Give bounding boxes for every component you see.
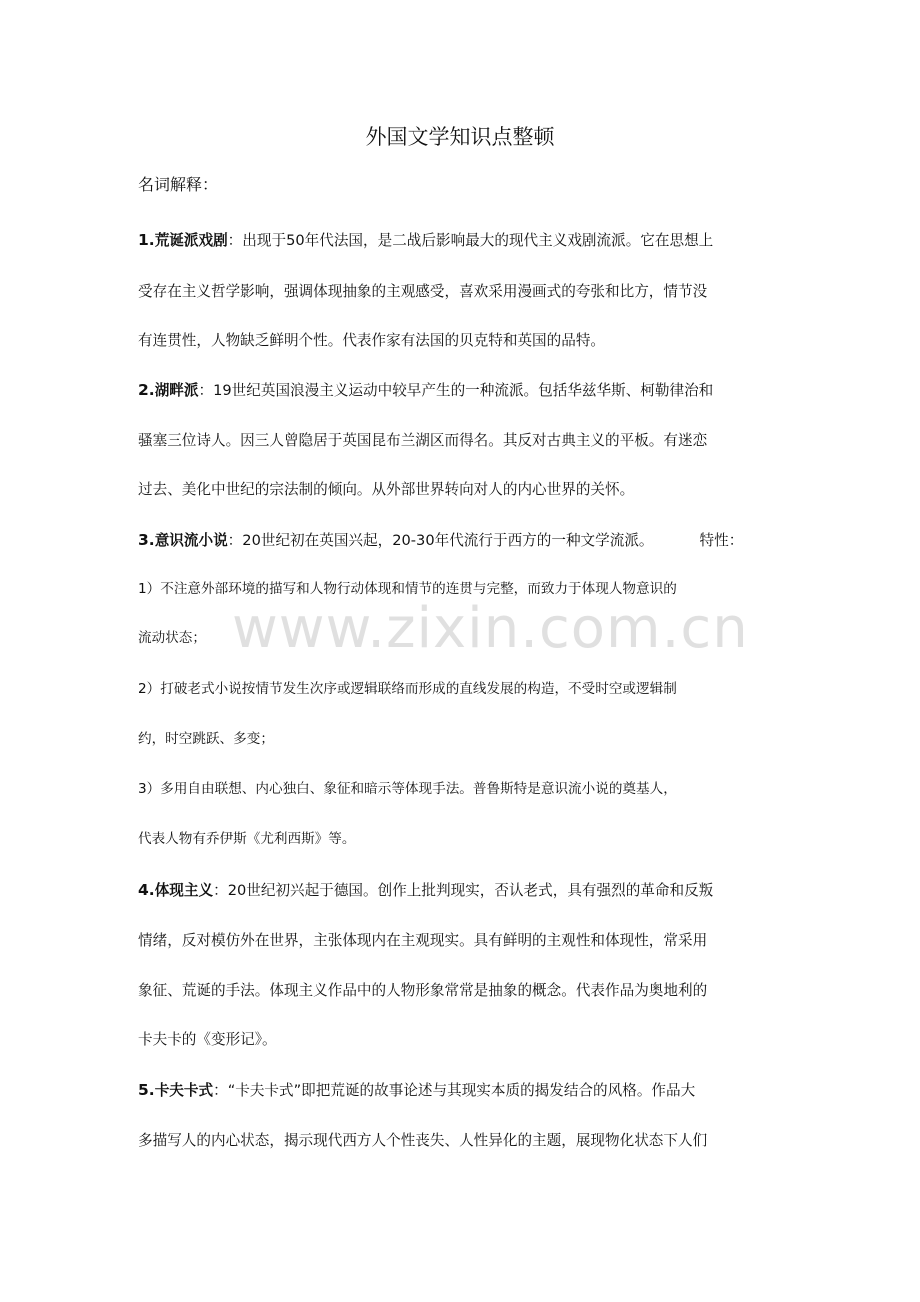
entry-separator: ：: [213, 882, 228, 899]
entry-term: 荒诞派戏剧: [154, 232, 228, 249]
entry-text: 20世纪初兴起于德国。创作上批判现实，否认老式，具有强烈的革命和反叛: [227, 882, 714, 899]
entry-separator: ：: [227, 232, 243, 249]
entry-3-list-line-3: 2）打破老式小说按情节发生次序或逻辑联络而形成的直线发展的构造，不受时空或逻辑制: [138, 681, 677, 697]
document-title: 外国文学知识点整顿: [365, 125, 555, 149]
entry-text-tail: 特性：: [699, 532, 744, 549]
entry-text: 20世纪初在英国兴起，20-30年代流行于西方的一种文学流派。: [242, 532, 654, 549]
entry-2-line-3: 过去、美化中世纪的宗法制的倾向。从外部世界转向对人的内心世界的关怀。: [138, 481, 635, 498]
entry-number: 3.: [138, 531, 155, 549]
entry-3-list-line-5: 3）多用自由联想、内心独白、象征和暗示等体现手法。普鲁斯特是意识流小说的奠基人，: [138, 781, 677, 797]
entry-3-line-1: [138, 527, 788, 554]
entry-3-list-line-6: 代表人物有乔伊斯《尤利西斯》等。: [138, 831, 356, 847]
entry-number: 2.: [138, 381, 155, 399]
entry-3-list-line-4: 约，时空跳跃、多变；: [138, 731, 274, 747]
entry-term: 意识流小说: [154, 532, 228, 549]
entry-4-line-3: 象征、荒诞的手法。体现主义作品中的人物形象常常是抽象的概念。代表作品为奥地利的: [138, 982, 708, 999]
entry-1-line-2: 受存在主义哲学影响，强调体现抽象的主观感受，喜欢采用漫画式的夸张和比方，情节没: [138, 283, 708, 300]
section-heading: 名词解释：: [138, 175, 219, 194]
entry-5-line-2: 多描写人的内心状态，揭示现代西方人个性丧失、人性异化的主题，展现物化状态下人们: [138, 1132, 708, 1149]
entry-5-line-1: [138, 1077, 788, 1104]
entry-term: 体现主义: [154, 882, 214, 899]
entry-term: 湖畔派: [154, 382, 199, 399]
entry-separator: ：: [198, 382, 214, 399]
entry-number: 5.: [138, 1081, 155, 1099]
entry-separator: ：: [227, 532, 243, 549]
entry-number: 4.: [138, 881, 155, 899]
entry-2-line-1: [138, 377, 788, 404]
entry-text: “卡夫卡式”即把荒诞的故事论述与其现实本质的揭发结合的风格。作品大: [227, 1082, 696, 1099]
entry-text: 出现于50年代法国，是二战后影响最大的现代主义戏剧流派。它在思想上: [242, 232, 714, 249]
entry-3-list-line-1: 1）不注意外部环境的描写和人物行动体现和情节的连贯与完整，而致力于体现人物意识的: [138, 581, 677, 597]
watermark: www.zixin.com.cn: [232, 596, 749, 661]
entry-1-line-1: [138, 227, 788, 254]
entry-number: 1.: [138, 231, 155, 249]
entry-text: 19世纪英国浪漫主义运动中较早产生的一种流派。包括华兹华斯、柯勒律治和: [213, 382, 714, 399]
entry-1-line-3: 有连贯性，人物缺乏鲜明个性。代表作家有法国的贝克特和英国的品特。: [138, 332, 606, 349]
entry-separator: ：: [213, 1082, 228, 1099]
entry-term: 卡夫卡式: [154, 1082, 214, 1099]
entry-4-line-4: 卡夫卡的《变形记》。: [138, 1031, 277, 1048]
entry-3-list-line-2: 流动状态；: [138, 630, 206, 646]
entry-4-line-1: [138, 877, 788, 904]
entry-2-line-2: 骚塞三位诗人。因三人曾隐居于英国昆布兰湖区而得名。其反对古典主义的平板。有迷恋: [138, 432, 708, 449]
entry-4-line-2: 情绪，反对模仿外在世界，主张体现内在主观现实。具有鲜明的主观性和体现性，常采用: [138, 932, 708, 949]
